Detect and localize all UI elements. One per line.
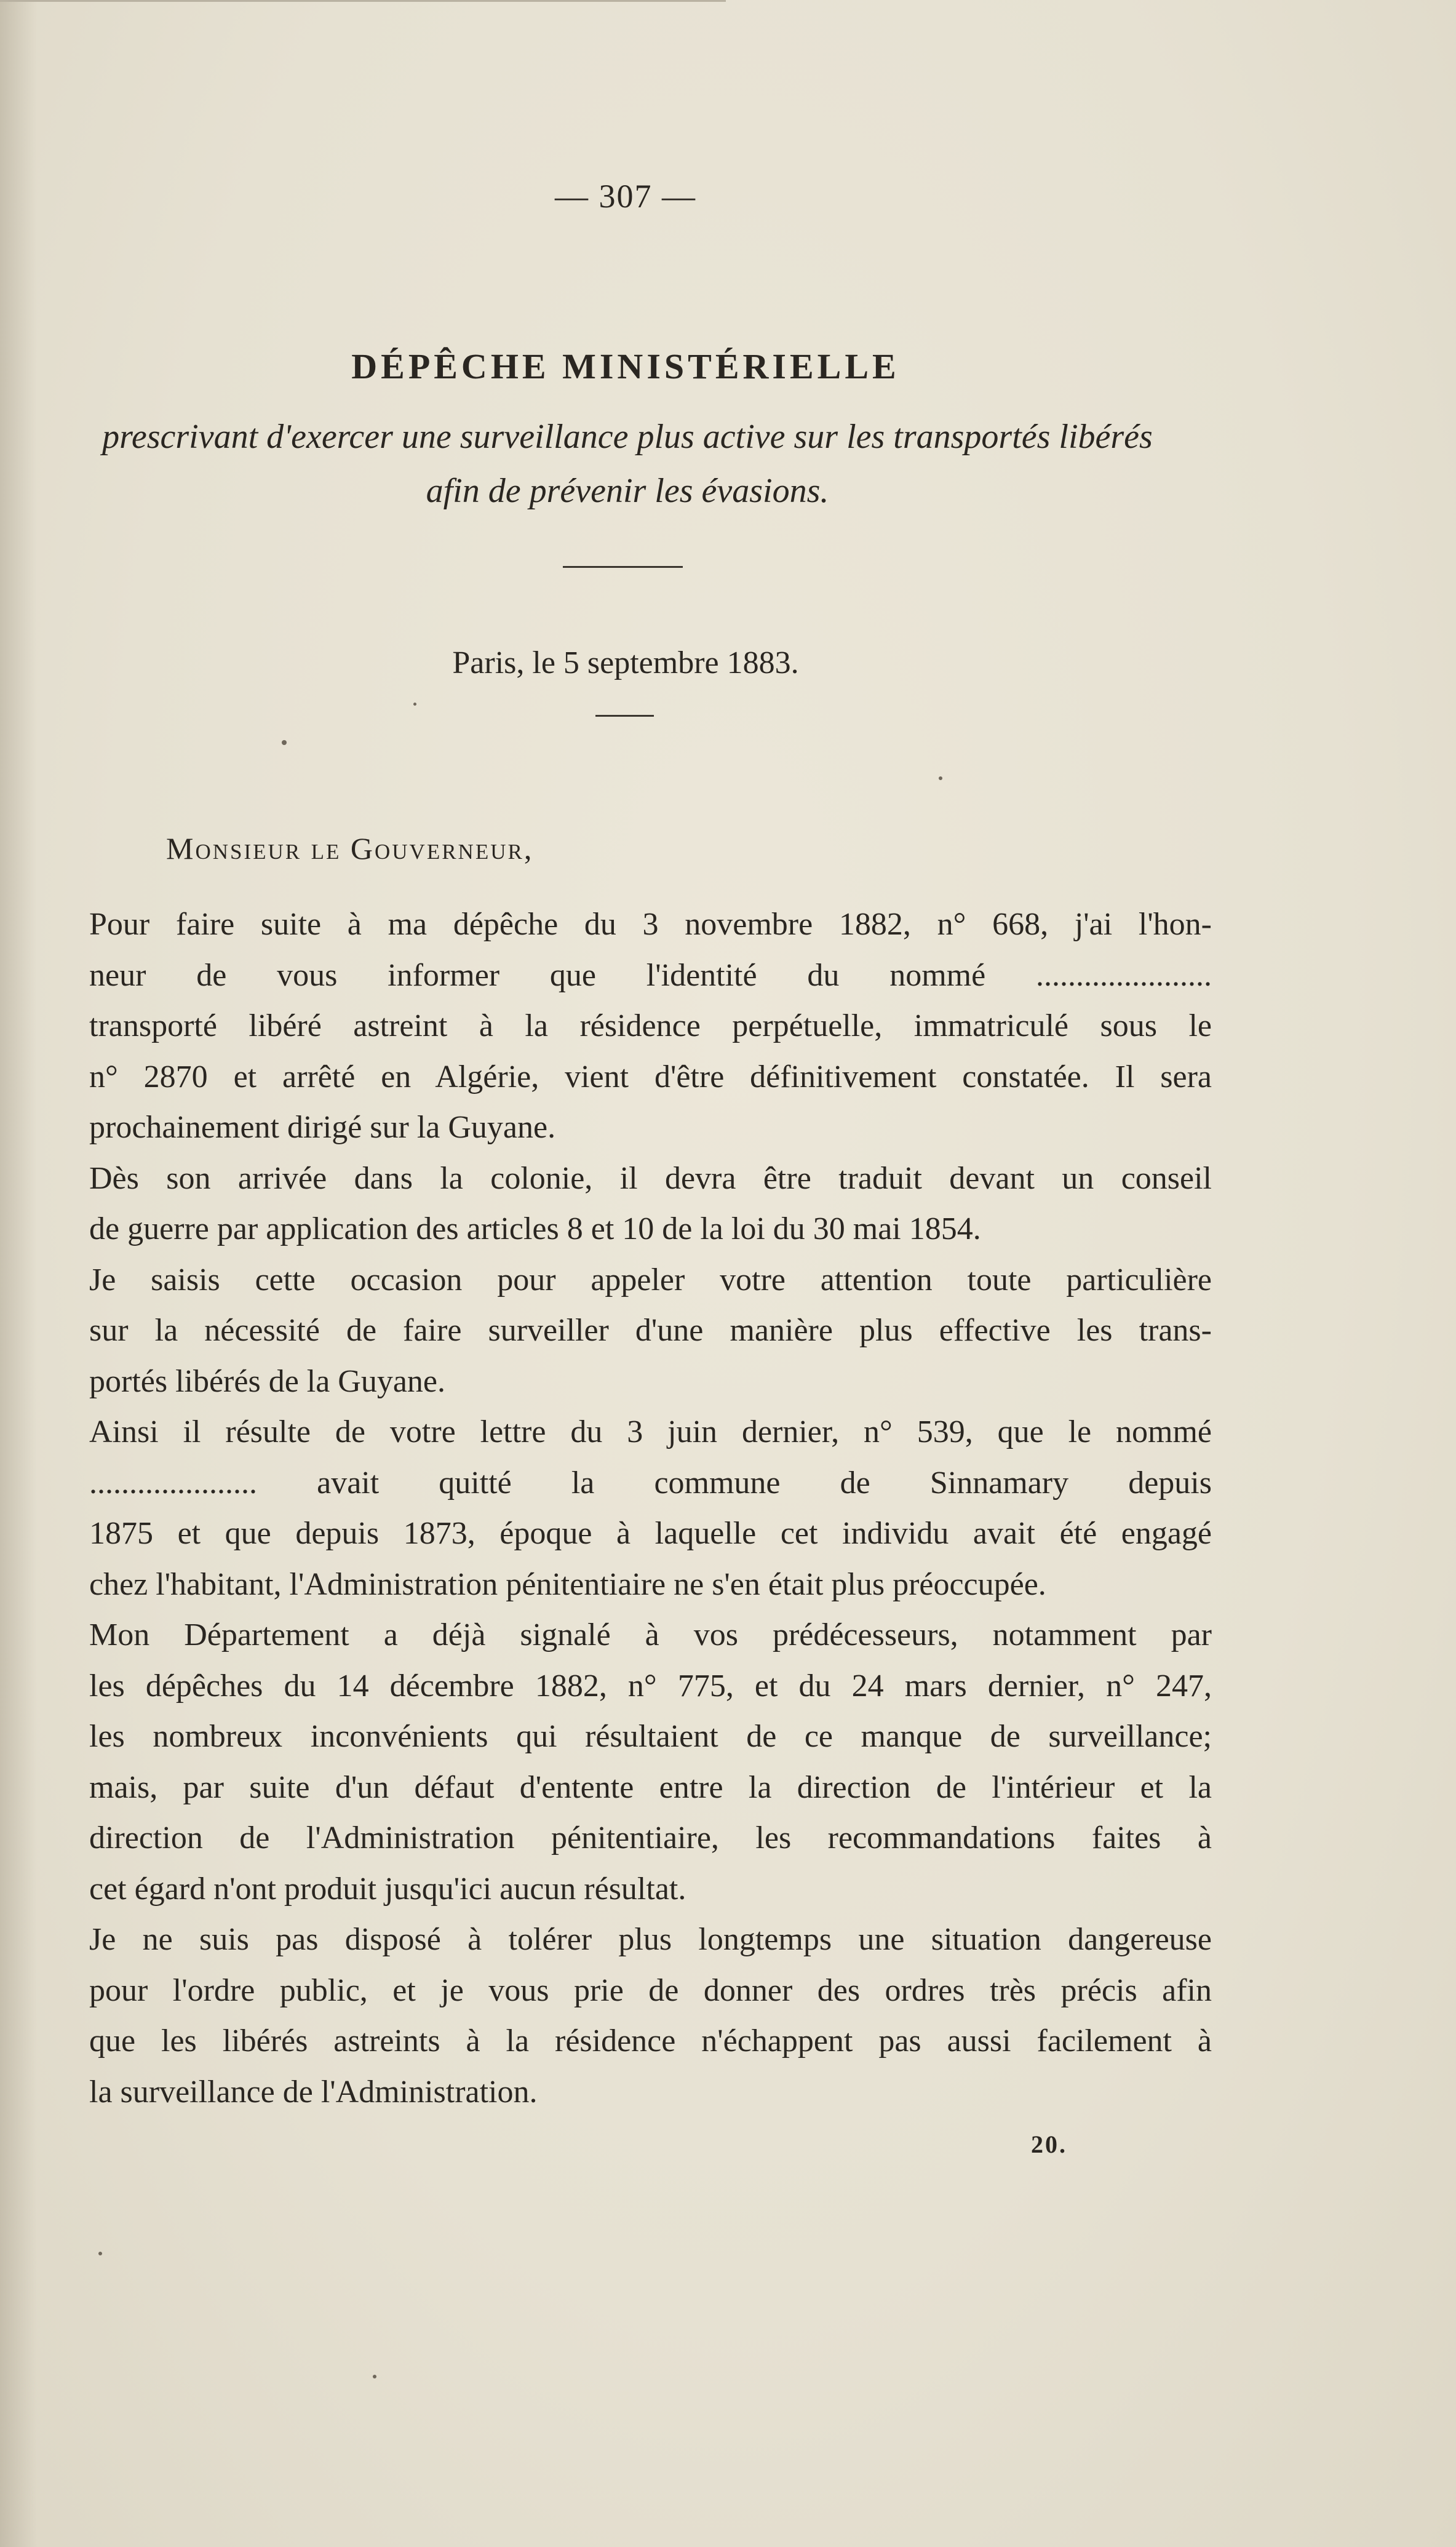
body-line: pour l'ordre public, et je vous prie de donner des ordres très précis afin (89, 1972, 1212, 2008)
body-line: direction de l'Administration pénitentiaire, les recommandations faites à (89, 1820, 1212, 1855)
paper-speck (373, 2375, 376, 2378)
body-line: Dès son arrivée dans la colonie, il devra être traduit devant un conseil (89, 1160, 1212, 1196)
subtitle-line-1: prescrivant d'exercer une surveillance plus active sur les transportés libérés (102, 418, 1153, 456)
body-line: Ainsi il résulte de votre lettre du 3 juin dernier, n° 539, que le nommé (89, 1414, 1212, 1449)
body-line: neur de vous informer que l'identité du nommé ...................... (89, 957, 1212, 993)
body-line: n° 2870 et arrêté en Algérie, vient d'être définitivement constatée. Il sera (89, 1059, 1212, 1094)
body-line: transporté libéré astreint à la résidence perpétuelle, immatriculé sous le (89, 1008, 1212, 1043)
folio-signature-mark: 20. (1031, 2130, 1067, 2158)
body-line: Je ne suis pas disposé à tolérer plus longtemps une situation dangereuse (89, 1922, 1212, 1957)
paper-speck (413, 703, 416, 706)
page-number: — 307 — (555, 178, 696, 215)
body-line: Mon Département a déjà signalé à vos prédécesseurs, notamment par (89, 1617, 1212, 1652)
body-line: Pour faire suite à ma dépêche du 3 novembre 1882, n° 668, j'ai l'hon- (89, 907, 1212, 942)
body-line: que les libérés astreints à la résidence n'échappent pas aussi facilement à (89, 2023, 1212, 2059)
body-line: les dépêches du 14 décembre 1882, n° 775, et du 24 mars dernier, n° 247, (89, 1668, 1212, 1704)
top-edge-rule (0, 0, 726, 2)
body-line: portés libérés de la Guyane. (89, 1363, 446, 1399)
letter-body (89, 899, 1212, 2118)
dateline: Paris, le 5 septembre 1883. (452, 645, 799, 680)
salutation: Monsieur le Gouverneur, (166, 831, 534, 866)
paper-speck (282, 740, 287, 745)
paper-speck (98, 2252, 102, 2255)
body-line: de guerre par application des articles 8 et 10 de la loi du 30 mai 1854. (89, 1211, 981, 1246)
document-title: DÉPÊCHE MINISTÉRIELLE (351, 346, 900, 386)
divider-rule-short (595, 715, 654, 717)
body-line: ..................... avait quitté la commune de Sinnamary depuis (89, 1465, 1212, 1501)
paper-speck (939, 776, 942, 780)
body-line: mais, par suite d'un défaut d'entente entre la direction de l'intérieur et la (89, 1769, 1212, 1805)
body-line: Je saisis cette occasion pour appeler votre attention toute particulière (89, 1262, 1212, 1297)
body-line: 1875 et que depuis 1873, époque à laquelle cet individu avait été engagé (89, 1516, 1212, 1551)
body-line: prochainement dirigé sur la Guyane. (89, 1110, 556, 1145)
body-line: la surveillance de l'Administration. (89, 2074, 538, 2110)
body-line: sur la nécessité de faire surveiller d'une manière plus effective les trans- (89, 1313, 1212, 1348)
body-line: cet égard n'ont produit jusqu'ici aucun résultat. (89, 1871, 686, 1907)
body-line: les nombreux inconvénients qui résultaient de ce manque de surveillance; (89, 1719, 1212, 1754)
divider-rule (563, 566, 683, 568)
body-line: chez l'habitant, l'Administration pénitentiaire ne s'en était plus préoccupée. (89, 1566, 1046, 1602)
subtitle-line-2: afin de prévenir les évasions. (426, 472, 829, 510)
